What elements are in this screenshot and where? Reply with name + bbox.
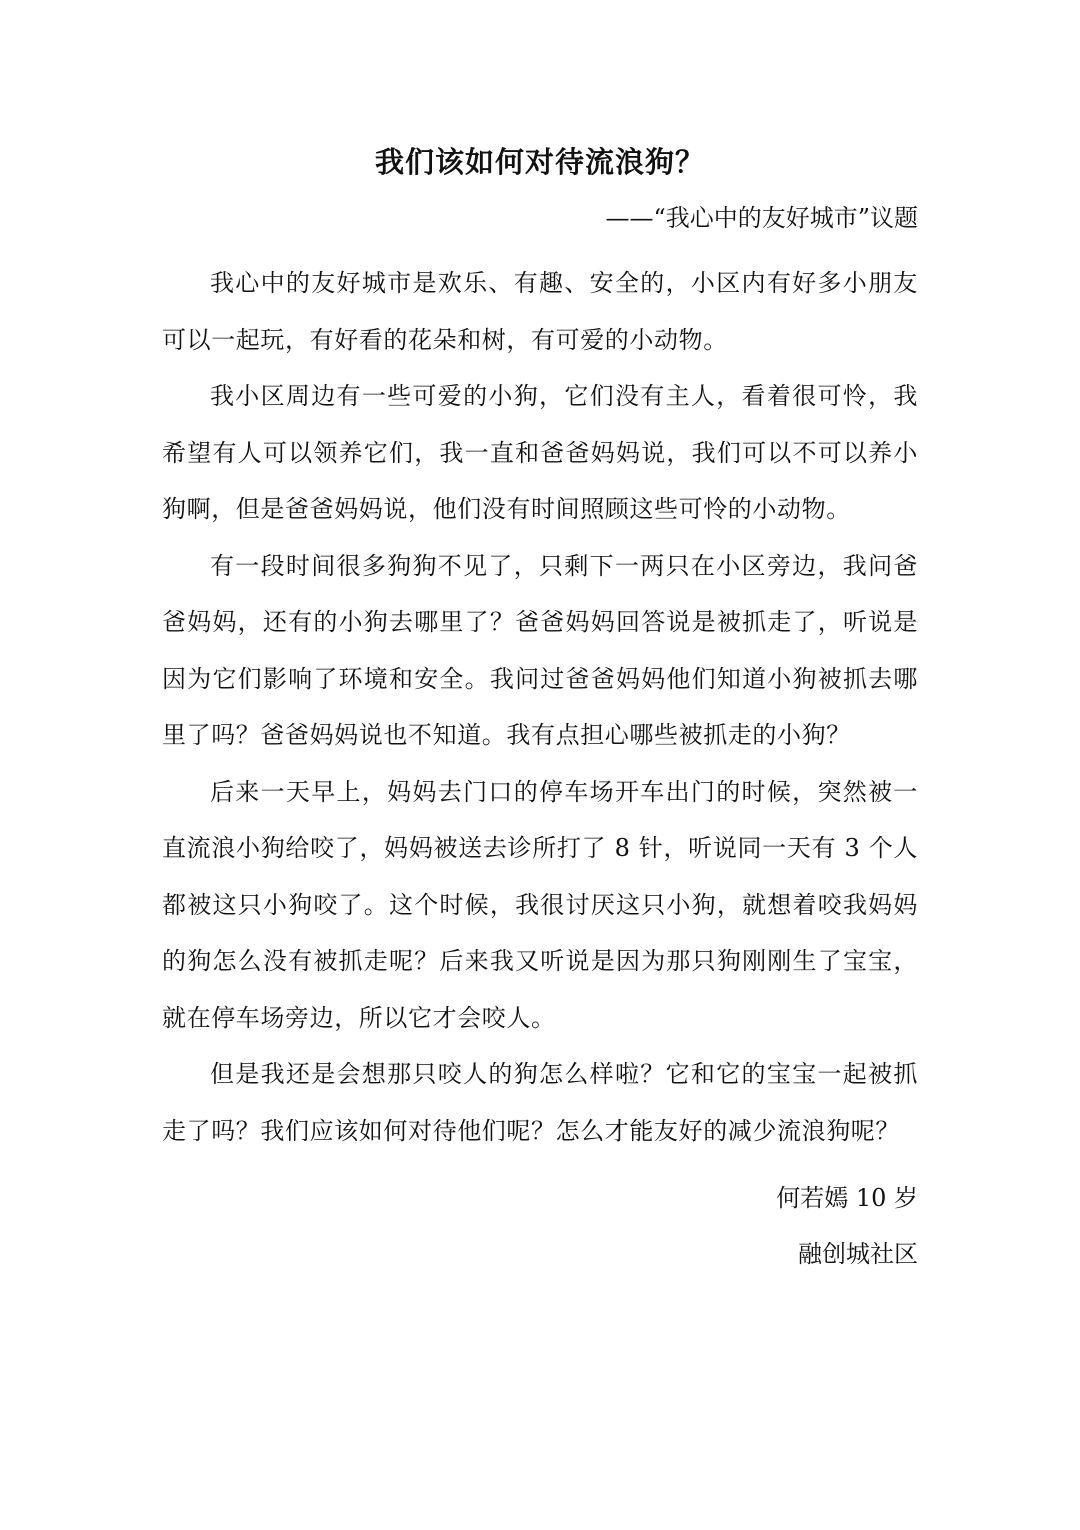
essay-title: 我们该如何对待流浪狗？ — [374, 145, 705, 179]
author-community: 融创城社区 — [798, 1240, 918, 1268]
author-signature: 何若嫣 10 岁 — [776, 1184, 918, 1212]
paragraph-1: 我心中的友好城市是欢乐、有趣、安全的，小区内有好多小朋友可以一起玩，有好看的花朵和树，有可爱的小动物。 — [162, 269, 918, 354]
paragraph-5: 但是我还是会想那只咬人的狗怎么样啦？它和它的宝宝一起被抓走了吗？我们应该如何对待他们呢？怎么才能友好的减少流浪狗呢？ — [162, 1060, 918, 1145]
essay-content — [162, 140, 918, 1282]
paragraph-3: 有一段时间很多狗狗不见了，只剩下一两只在小区旁边，我问爸爸妈妈，还有的小狗去哪里了？爸爸妈妈回答说是被抓走了，听说是因为它们影响了环境和安全。我问过爸爸妈妈他们知道小狗被抓去哪里了吗？爸爸妈妈说也不知道。我有点担心哪些被抓走的小狗？ — [162, 551, 918, 749]
paragraph-4: 后来一天早上，妈妈去门口的停车场开车出门的时候，突然被一直流浪小狗给咬了，妈妈被送去诊所打了 8 针，听说同一天有 3 个人都被这只小狗咬了。这个时候，我很讨厌这只小狗，就想着咬我妈妈的狗怎么没有被抓走呢？后来我又听说是因为那只狗刚刚生了宝宝，就在停车场旁边，所以它才会咬人。 — [162, 777, 918, 1032]
essay-subtitle: ——“我心中的友好城市”议题 — [605, 204, 918, 232]
paragraph-2: 我小区周边有一些可爱的小狗，它们没有主人，看着很可怜，我希望有人可以领养它们，我一直和爸爸妈妈说，我们可以不可以养小狗啊，但是爸爸妈妈说，他们没有时间照顾这些可怜的小动物。 — [162, 382, 918, 523]
